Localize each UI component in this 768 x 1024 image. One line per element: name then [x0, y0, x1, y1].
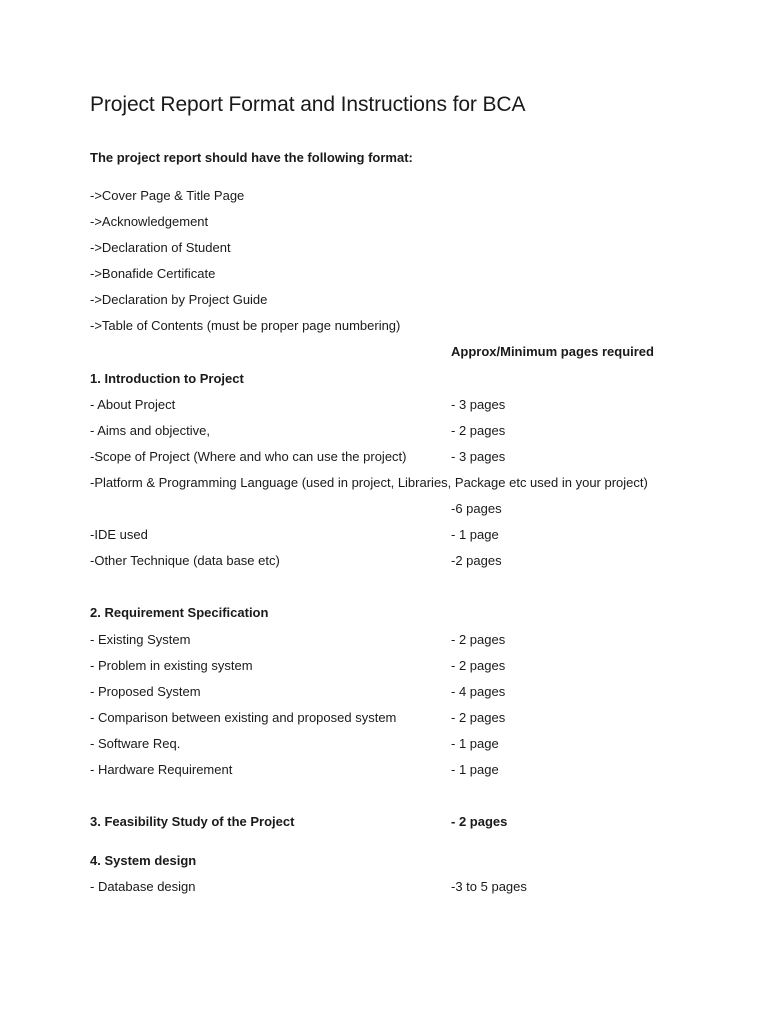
- front-matter-item: ->Table of Contents (must be proper page numbering): [90, 318, 401, 333]
- section-heading: 1. Introduction to Project: [90, 371, 244, 386]
- section-item-pages: -2 pages: [451, 553, 502, 568]
- section-item: -IDE used: [90, 527, 148, 542]
- section-item-pages: -3 to 5 pages: [451, 879, 527, 894]
- document-title: Project Report Format and Instructions for BCA: [90, 93, 526, 116]
- section-item-pages: - 3 pages: [451, 449, 506, 464]
- section-item: - Software Req.: [90, 736, 181, 751]
- section-item: - Problem in existing system: [90, 658, 253, 673]
- section-item: -Other Technique (data base etc): [90, 553, 280, 568]
- section-item-pages: - 2 pages: [451, 814, 508, 829]
- section-item-pages: - 2 pages: [451, 632, 506, 647]
- section-item-pages: - 1 page: [451, 762, 499, 777]
- section-item-pages: -6 pages: [451, 501, 502, 516]
- front-matter-item: ->Cover Page & Title Page: [90, 188, 245, 203]
- section-item: -Platform & Programming Language (used in project, Libraries, Package etc used in your project): [90, 475, 648, 490]
- section-item: - About Project: [90, 397, 176, 412]
- section-item: - Aims and objective,: [90, 423, 210, 438]
- front-matter-item: ->Declaration of Student: [90, 240, 231, 255]
- section-item-pages: - 1 page: [451, 527, 499, 542]
- section-item: - Proposed System: [90, 684, 201, 699]
- section-item-pages: - 2 pages: [451, 423, 506, 438]
- section-heading: 2. Requirement Specification: [90, 605, 269, 620]
- section-item: -Scope of Project (Where and who can use the project): [90, 449, 407, 464]
- intro-text: The project report should have the following format:: [90, 150, 413, 165]
- front-matter-item: ->Acknowledgement: [90, 214, 209, 229]
- section-item-pages: - 2 pages: [451, 658, 506, 673]
- section-heading: 3. Feasibility Study of the Project: [90, 814, 295, 829]
- front-matter-item: ->Bonafide Certificate: [90, 266, 216, 281]
- section-item: - Database design: [90, 879, 196, 894]
- front-matter-item: ->Declaration by Project Guide: [90, 292, 268, 307]
- section-item: - Hardware Requirement: [90, 762, 233, 777]
- section-item-pages: - 4 pages: [451, 684, 506, 699]
- section-item-pages: - 2 pages: [451, 710, 506, 725]
- pages-column-header: Approx/Minimum pages required: [451, 344, 654, 359]
- section-heading: 4. System design: [90, 853, 197, 868]
- section-item-pages: - 1 page: [451, 736, 499, 751]
- section-item-pages: - 3 pages: [451, 397, 506, 412]
- section-item: - Comparison between existing and proposed system: [90, 710, 397, 725]
- section-item: - Existing System: [90, 632, 191, 647]
